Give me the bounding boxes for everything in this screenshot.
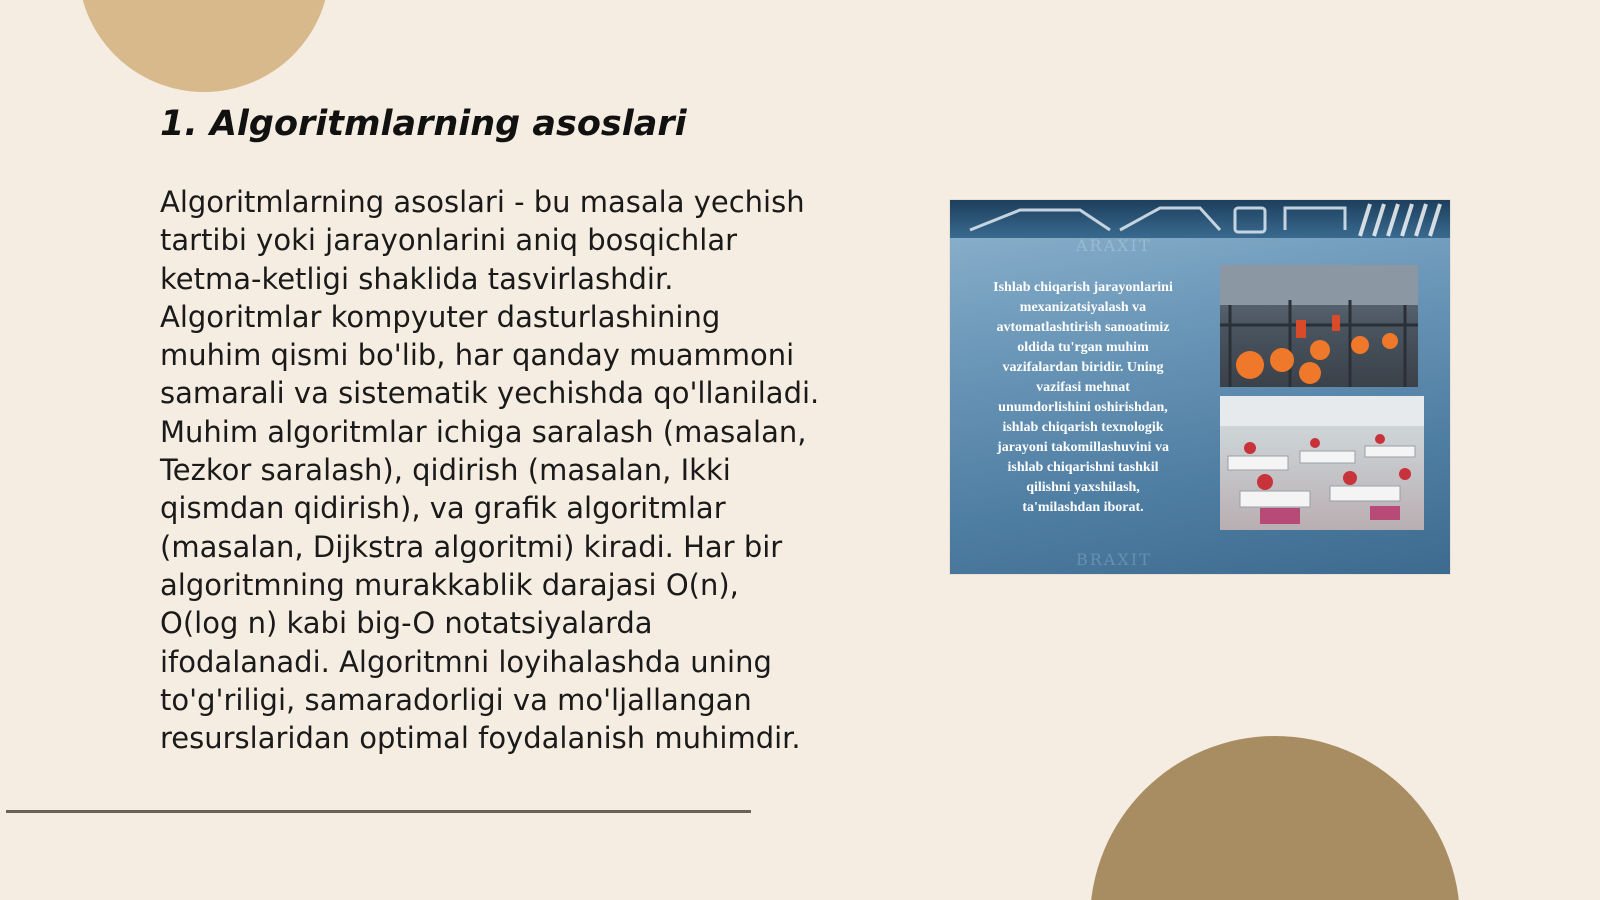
illustration-image xyxy=(950,200,1450,574)
decorative-circle-bottom xyxy=(1090,736,1460,900)
factory-photo xyxy=(1220,265,1418,387)
decorative-circle-top xyxy=(78,0,330,92)
slide-body-text: Algoritmlarning asoslari - bu masala yechish tartibi yoki jarayonlarini aniq bosqichlar ketma-ketligi shaklida tasvirlashdir. Algoritmlar kompyuter dasturlashining muhim qismi bo'lib, har qanday muammoni samarali va sistematik yechishda qo'llaniladi. Muhim algoritmlar ichiga saralash (masalan, Tezkor saralash), qidirish (masalan, Ikki qismdan qidirish), va grafik algoritmlar (masalan, Dijkstra algoritmi) kiradi. Har bir algoritmning murakkablik darajasi O(n), O(log n) kabi big-O notatsiyalarda ifodalanadi. Algoritmni loyihalashda uning to'g'riligi, samaradorligi va mo'ljallangan resurslaridan optimal foydalanish muhimdir. xyxy=(160,185,820,756)
slide-title: 1. Algoritmlarning asoslari xyxy=(160,104,687,144)
image-faint-text-top: ARAXIT xyxy=(1076,236,1152,255)
image-header-banner xyxy=(950,200,1450,238)
image-faint-text-bottom: BRAXIT xyxy=(1076,550,1152,569)
divider-line xyxy=(6,810,751,813)
sewing-workshop-photo xyxy=(1220,396,1424,530)
image-caption: Ishlab chiqarish jarayonlarini mexanizatsiyalash va avtomatlashtirish sanoatimiz oldida tu'rgan muhim vazifalardan biridir. Uning vazifasi mehnat unumdorlishini oshirishdan, ishlab chiqarish texnologik jarayoni takomillashuvini va ishlab chiqarishni tashkil qilishni yaxshilash, ta'milashdan iborat. xyxy=(993,280,1173,515)
